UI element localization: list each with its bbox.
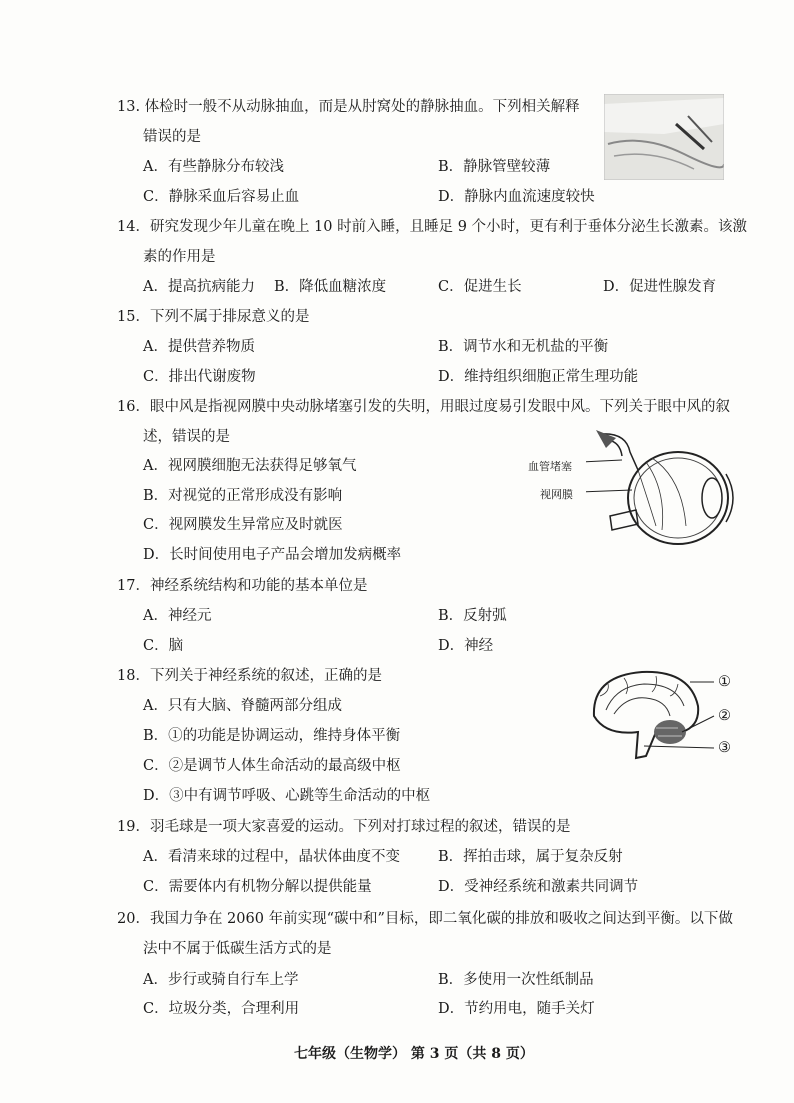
eye-diagram (586, 430, 742, 546)
q15-option-d: D．维持组织细胞正常生理功能 (438, 369, 639, 385)
q14-stem-cont: 素的作用是 (143, 249, 216, 265)
q17-option-c: C．脑 (143, 638, 184, 654)
eye-label-blockage: 血管堵塞 (528, 460, 572, 473)
q15-stem: 15．下列不属于排尿意义的是 (117, 309, 310, 325)
q20-stem: 20．我国力争在 2060 年前实现“碳中和”目标，即二氧化碳的排放和吸收之间达到平衡。以下做 (117, 911, 733, 927)
q17-stem: 17．神经系统结构和功能的基本单位是 (117, 578, 368, 594)
q18-option-b: B．①的功能是协调运动，维持身体平衡 (143, 728, 401, 744)
q14-stem: 14．研究发现少年儿童在晚上 10 时前入睡，且睡足 9 个小时，更有利于垂体分泌生长激素。该激 (117, 219, 748, 235)
q13-stem-cont: 错误的是 (143, 129, 201, 145)
q14-option-d: D．促进性腺发育 (603, 279, 717, 295)
brain-label-3: ③ (718, 740, 731, 756)
q17-option-a: A．神经元 (143, 608, 212, 624)
q20-option-d: D．节约用电，随手关灯 (438, 1001, 595, 1017)
q16-option-b: B．对视觉的正常形成没有影响 (143, 488, 343, 504)
q17-option-d: D．神经 (438, 638, 494, 654)
q19-option-c: C．需要体内有机物分解以提供能量 (143, 879, 372, 895)
q19-option-b: B．挥拍击球，属于复杂反射 (438, 849, 623, 865)
blood-draw-photo (604, 94, 724, 180)
q15-option-a: A．提供营养物质 (143, 339, 255, 355)
q16-stem: 16．眼中风是指视网膜中央动脉堵塞引发的失明，用眼过度易引发眼中风。下列关于眼中风的叙 (117, 399, 730, 415)
q13-option-c: C．静脉采血后容易止血 (143, 189, 300, 205)
q16-option-a: A．视网膜细胞无法获得足够氧气 (143, 458, 357, 474)
q13-option-d: D．静脉内血流速度较快 (438, 189, 595, 205)
q18-stem: 18．下列关于神经系统的叙述，正确的是 (117, 668, 382, 684)
q20-option-b: B．多使用一次性纸制品 (438, 972, 594, 988)
q14-option-c: C．促进生长 (438, 279, 522, 295)
q16-stem-cont: 述，错误的是 (143, 429, 230, 445)
q18-option-c: C．②是调节人体生命活动的最高级中枢 (143, 758, 401, 774)
brain-label-1: ① (718, 674, 731, 690)
q19-option-a: A．看清来球的过程中，晶状体曲度不变 (143, 849, 400, 865)
q20-stem-cont: 法中不属于低碳生活方式的是 (143, 941, 332, 957)
q20-option-c: C．垃圾分类，合理利用 (143, 1001, 300, 1017)
q15-option-b: B．调节水和无机盐的平衡 (438, 339, 609, 355)
q14-option-b: B．降低血糖浓度 (274, 279, 387, 295)
q17-option-b: B．反射弧 (438, 608, 507, 624)
q13-option-b: B．静脉管壁较薄 (438, 159, 551, 175)
q13-stem: 13. 体检时一般不从动脉抽血，而是从肘窝处的静脉抽血。下列相关解释 (117, 99, 580, 115)
q14-option-a: A．提高抗病能力 (143, 279, 255, 295)
q20-option-a: A．步行或骑自行车上学 (143, 972, 299, 988)
q19-stem: 19．羽毛球是一项大家喜爱的运动。下列对打球过程的叙述，错误的是 (117, 819, 571, 835)
q15-option-c: C．排出代谢废物 (143, 369, 256, 385)
q18-option-a: A．只有大脑、脊髓两部分组成 (143, 698, 342, 714)
brain-diagram (586, 666, 716, 762)
brain-label-2: ② (718, 708, 731, 724)
eye-label-retina: 视网膜 (540, 488, 573, 501)
page-footer: 七年级（生物学） 第 3 页（共 8 页） (294, 1046, 534, 1062)
q18-option-d: D．③中有调节呼吸、心跳等生命活动的中枢 (143, 788, 431, 804)
q16-option-c: C．视网膜发生异常应及时就医 (143, 517, 343, 533)
q19-option-d: D．受神经系统和激素共同调节 (438, 879, 639, 895)
q13-option-a: A．有些静脉分布较浅 (143, 159, 284, 175)
q16-option-d: D．长时间使用电子产品会增加发病概率 (143, 547, 402, 563)
